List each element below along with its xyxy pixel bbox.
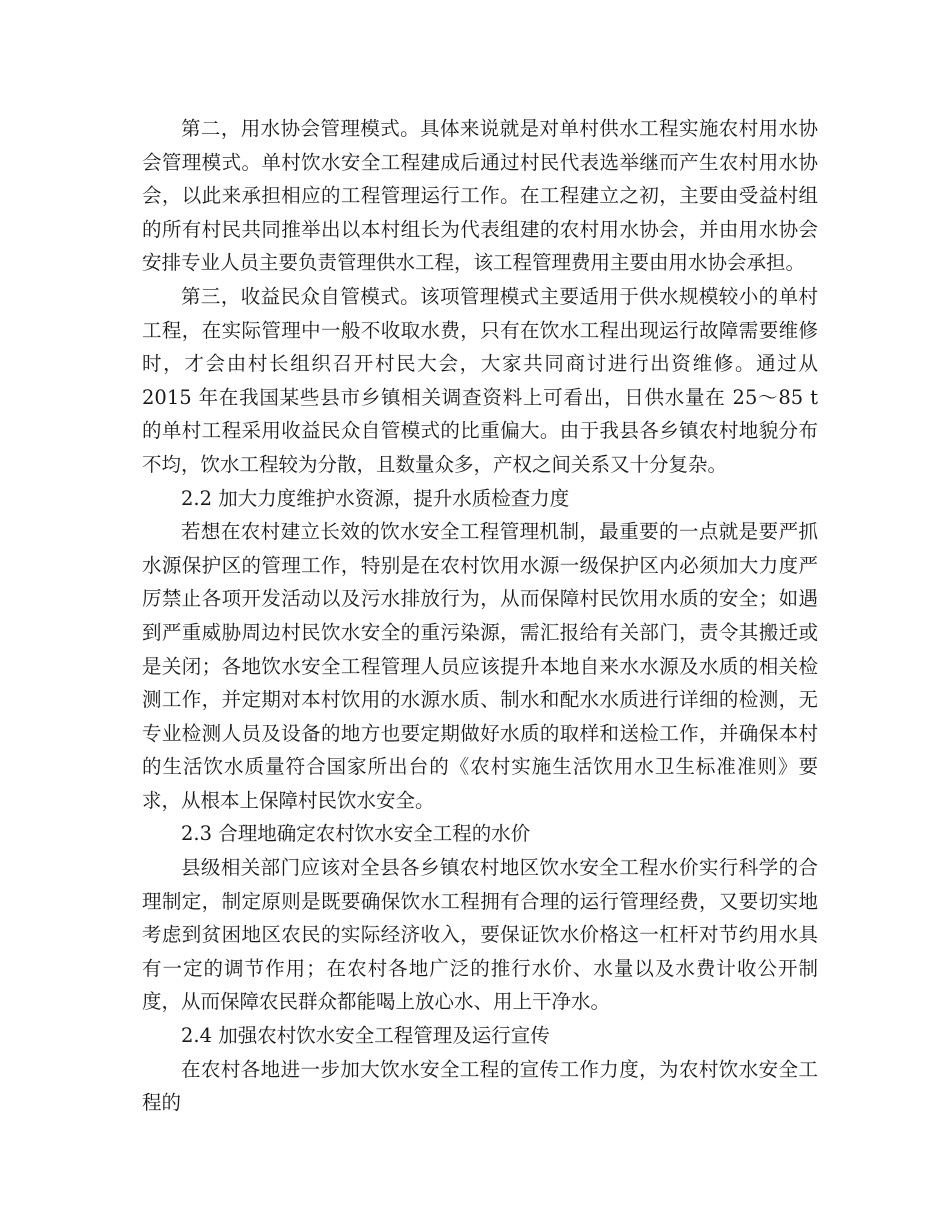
paragraph-water-association-model: 第二，用水协会管理模式。具体来说就是对单村供水工程实施农村用水协会管理模式。单村饮水安全工程建成后通过村民代表选举继而产生农村用水协会，以此来承担相应的工程管理运行工作。在工程建立之初，主要由受益村组的所有村民共同推举出以本村组长为代表组建的农村用水协会，并由用水协会安排专业人员主要负责管理供水工程，该工程管理费用主要由用水协会承担。	[142, 117, 818, 275]
section-heading-2-3: 2.3 合理地确定农村饮水安全工程的水价	[181, 822, 531, 846]
section-heading-2-2: 2.2 加大力度维护水资源，提升水质检查力度	[181, 486, 570, 510]
paragraph-water-pricing: 县级相关部门应该对全县各乡镇农村地区饮水安全工程水价实行科学的合理制定，制定原则是既要确保饮水工程拥有合理的运行管理经费，又要切实地考虑到贫困地区农民的实际经济收入，要保证饮水价格这一杠杆对节约用水具有一定的调节作用；在农村各地广泛的推行水价、水量以及水费计收公开制度，从而保障农民群众都能喝上放心水、用上干净水。	[142, 856, 818, 1014]
paragraph-self-management-model: 第三，收益民众自管模式。该项管理模式主要适用于供水规模较小的单村工程，在实际管理中一般不收取水费，只有在饮水工程出现运行故障需要维修时，才会由村长组织召开村民大会，大家共同商讨进行出资维修。通过从 2015 年在我国某些县市乡镇相关调查资料上可看出，日供水量在 25～85 t 的单村工程采用收益民众自管模式的比重偏大。由于我县各乡镇农村地貌分布不均，饮水工程较为分散，且数量众多，产权之间关系又十分复杂。	[142, 284, 818, 476]
document-body	[142, 112, 818, 1120]
paragraph-water-source-protection: 若想在农村建立长效的饮水安全工程管理机制，最重要的一点就是要严抓水源保护区的管理工作，特别是在农村饮用水源一级保护区内必须加大力度严厉禁止各项开发活动以及污水排放行为，从而保障村民饮用水质的安全；如遇到严重威胁周边村民饮水安全的重污染源，需汇报给有关部门，责令其搬迁或是关闭；各地饮水安全工程管理人员应该提升本地自来水水源及水质的相关检测工作，并定期对本村饮用的水源水质、制水和配水水质进行详细的检测，无专业检测人员及设备的地方也要定期做好水质的取样和送检工作，并确保本村的生活饮水质量符合国家所出台的《农村实施生活饮用水卫生标准准则》要求，从根本上保障村民饮水安全。	[142, 520, 818, 812]
paragraph-publicity: 在农村各地进一步加大饮水安全工程的宣传工作力度，为农村饮水安全工程的	[142, 1057, 818, 1115]
section-heading-2-4: 2.4 加强农村饮水安全工程管理及运行宣传	[181, 1024, 550, 1048]
